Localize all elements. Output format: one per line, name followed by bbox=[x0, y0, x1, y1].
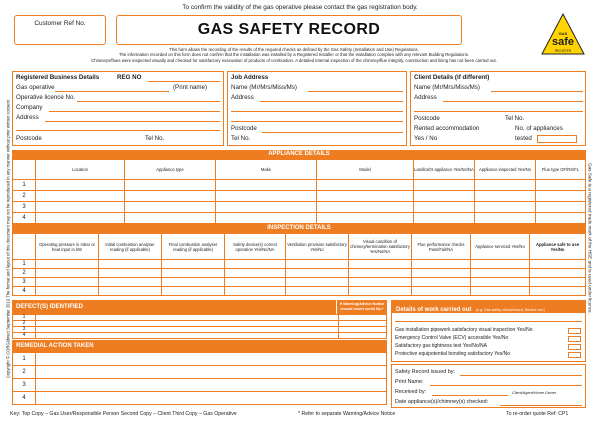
appliance-header-flue: Flue type OF/RS/FL bbox=[541, 167, 580, 172]
row-number: 4 bbox=[13, 287, 36, 296]
work-input-1[interactable] bbox=[395, 321, 582, 322]
inspection-header-flue: Flue performance checks Pass/Fail/NA bbox=[417, 241, 465, 252]
inspection-header-pressure: Operating pressure in mbar or heat input in kW bbox=[39, 241, 95, 252]
appliance-details-bar: APPLIANCE DETAILS bbox=[12, 150, 586, 159]
work-subtitle: (e.g. Gas safety check/record, Service etc.) bbox=[475, 308, 545, 312]
check-ecv-label: Emergency Control Valve (ECV) accessible Yes/No bbox=[395, 335, 509, 341]
remedial-title: REMEDIAL ACTION TAKEN bbox=[16, 343, 94, 349]
check-bonding-box[interactable] bbox=[568, 352, 581, 358]
gas-operative-label: Gas operative bbox=[16, 84, 55, 91]
work-carried-out-box bbox=[391, 300, 586, 362]
received-by-input[interactable] bbox=[432, 395, 508, 396]
table-row[interactable] bbox=[13, 202, 586, 213]
row-number: 1 bbox=[13, 353, 36, 366]
appliance-header-inspected: Appliance inspected Yes/No bbox=[479, 167, 531, 172]
row-number: 2 bbox=[13, 191, 36, 202]
row-number: 4 bbox=[13, 333, 36, 339]
work-title: Details of work carried out bbox=[396, 307, 472, 313]
warning-notice-ref: * Refer to separate Warning/Advice Notice bbox=[298, 411, 396, 417]
client-address-input[interactable] bbox=[443, 101, 583, 102]
inspection-header-final: Final combustion analyser reading (if applicable) bbox=[168, 241, 218, 252]
row-number: 3 bbox=[13, 327, 36, 333]
row-number: 4 bbox=[13, 392, 36, 405]
job-address-input[interactable] bbox=[260, 101, 403, 102]
logo-top-text: GAS bbox=[558, 31, 568, 36]
reg-no-input[interactable] bbox=[148, 81, 220, 82]
row-number: 4 bbox=[13, 213, 36, 224]
intro-line: The information recorded on this form does not confirm that the installation was installed by a Registered Installer or that the installation complies with any relevant Building Regulations. bbox=[118, 52, 470, 58]
date-checked-input[interactable] bbox=[500, 405, 582, 406]
job-tel-label: Tel No. bbox=[231, 135, 251, 142]
validity-notice: To confirm the validity of the gas operative please contact the gas registration body. bbox=[182, 4, 418, 11]
appliance-header-model: Model bbox=[359, 167, 371, 172]
table-row[interactable] bbox=[13, 333, 387, 339]
logo-main-text: safe bbox=[551, 36, 575, 48]
received-by-label: Received by: bbox=[395, 389, 427, 395]
row-number: 2 bbox=[13, 366, 36, 379]
postcode-label: Postcode bbox=[16, 135, 42, 142]
issued-by-label: Safety Record issued by: bbox=[395, 369, 455, 375]
row-number: 2 bbox=[13, 321, 36, 327]
address-input[interactable] bbox=[45, 121, 220, 122]
tel-label: Tel No. bbox=[145, 135, 165, 142]
row-number: 3 bbox=[13, 278, 36, 287]
copy-key: Key: Top Copy – Gas User/Responsible Person Second Copy – Client Third Copy – Gas Operative bbox=[10, 411, 237, 417]
intro-text bbox=[14, 47, 574, 63]
page-title: GAS SAFETY RECORD bbox=[197, 21, 381, 38]
row-number: 1 bbox=[13, 315, 36, 321]
intro-line: Chimneys/flues were inspected visually and checked for satisfactory evacuation of products of combustion. A detailed internal inspection of the chimney/flue integrity, construction and lining has not been carried out. bbox=[91, 57, 497, 63]
job-postcode-input[interactable] bbox=[262, 132, 403, 133]
issued-by-input[interactable] bbox=[460, 375, 582, 376]
logo-bottom-text: REGISTER bbox=[554, 49, 572, 53]
tested-label: tested bbox=[515, 135, 532, 142]
licence-label: Operative licence No. bbox=[16, 94, 76, 101]
inspection-details-table bbox=[12, 233, 586, 296]
row-number: 1 bbox=[13, 180, 36, 191]
address-label: Address bbox=[16, 114, 39, 121]
check-bonding-label: Protective equipotential bonding satisfactory Yes/No bbox=[395, 351, 511, 357]
client-name-input[interactable] bbox=[491, 91, 583, 92]
appliances-label: No. of appliances bbox=[515, 125, 563, 132]
table-row[interactable] bbox=[13, 379, 387, 392]
appliance-header-type: Appliance type bbox=[156, 167, 184, 172]
client-tel-label: Tel No. bbox=[505, 115, 525, 122]
inspection-details-bar: INSPECTION DETAILS bbox=[12, 224, 586, 233]
job-address-input-2[interactable] bbox=[231, 111, 403, 112]
appliance-details-table bbox=[12, 159, 586, 224]
job-name-input[interactable] bbox=[308, 91, 403, 92]
print-name-label: Print Name: bbox=[395, 379, 424, 385]
table-row[interactable] bbox=[13, 392, 387, 405]
job-name-label: Name (Mr/Mrs/Miss/Ms) bbox=[231, 84, 297, 91]
appliance-header-landlords: Landlord's appliance Yes/No/NA bbox=[414, 167, 474, 172]
print-name-input[interactable] bbox=[430, 385, 582, 386]
warning-notice-header: If Warning/Advice Notice issued insert serial No.* bbox=[337, 300, 387, 314]
client-name-label: Name (Mr/Mrs/Miss/Ms) bbox=[414, 84, 480, 91]
appliance-header-location: Location bbox=[72, 167, 88, 172]
defects-table bbox=[12, 314, 387, 339]
job-address-input-3[interactable] bbox=[231, 121, 403, 122]
table-row[interactable] bbox=[13, 353, 387, 366]
table-row[interactable] bbox=[13, 191, 586, 202]
client-title: Client Details (if different) bbox=[414, 74, 490, 81]
licence-input[interactable] bbox=[77, 101, 220, 102]
job-title: Job Address bbox=[231, 74, 269, 81]
check-pipework-box[interactable] bbox=[568, 328, 581, 334]
copyright-side-text: Copyright © CORGIdirect September 2010 The format and layout of this document may not be reproduced in any manner without prior written consent. bbox=[5, 98, 11, 379]
table-row[interactable] bbox=[13, 278, 586, 287]
customer-ref-label: Customer Ref No. bbox=[34, 20, 86, 27]
table-row[interactable] bbox=[13, 180, 586, 191]
appliance-header-make: Make bbox=[260, 167, 272, 172]
row-number: 3 bbox=[13, 379, 36, 392]
table-row[interactable] bbox=[13, 269, 586, 278]
company-label: Company bbox=[16, 104, 43, 111]
appliances-tested-box[interactable] bbox=[537, 135, 577, 143]
business-details-box bbox=[12, 71, 224, 146]
row-number: 1 bbox=[13, 260, 36, 269]
check-pipework-label: Gas installation pipework satisfactory visual inspection Yes/No bbox=[395, 327, 533, 333]
client-address-label: Address bbox=[414, 94, 437, 101]
inspection-header-safe: Appliance safe to use Yes/No bbox=[535, 241, 580, 252]
address-input-2[interactable] bbox=[16, 130, 220, 131]
row-number: 2 bbox=[13, 269, 36, 278]
inspection-header-safety: Safety device(s) correct operation Yes/No/NA bbox=[233, 241, 277, 252]
company-input[interactable] bbox=[49, 111, 220, 112]
client-postcode-label: Postcode bbox=[414, 115, 440, 122]
business-title: Registered Business Details bbox=[16, 74, 100, 81]
client-address-input-2[interactable] bbox=[414, 111, 583, 112]
job-address-box bbox=[227, 71, 407, 146]
client-details-box bbox=[410, 71, 586, 146]
check-ecv-box[interactable] bbox=[568, 336, 581, 342]
trademark-side-text: Gas Safe is a registered trade mark of the HSE and is used under licence. bbox=[587, 163, 593, 314]
job-postcode-label: Postcode bbox=[231, 125, 257, 132]
title-box bbox=[116, 15, 462, 45]
remedial-table bbox=[12, 352, 387, 405]
defects-bar bbox=[12, 300, 336, 314]
signoff-box bbox=[391, 364, 586, 408]
table-row[interactable] bbox=[13, 287, 586, 296]
intro-line: This form allows the recording of the results of the required checks as defined by the Gas Safety (Installation and Use) Regulations. bbox=[169, 47, 419, 52]
rented-yes-no[interactable]: Yes / No bbox=[414, 135, 438, 142]
table-row[interactable] bbox=[13, 366, 387, 379]
defects-title: DEFECT(S) IDENTIFIED bbox=[16, 304, 83, 310]
check-tightness-box[interactable] bbox=[568, 344, 581, 350]
reorder-ref: To re-order quote Ref: CP1 bbox=[506, 411, 569, 417]
print-name-label: (Print name) bbox=[173, 84, 208, 91]
reg-no-label: REG NO bbox=[117, 74, 142, 81]
date-checked-label: Date appliance(s)/chimney(s) checked: bbox=[395, 399, 489, 405]
inspection-header-serviced: Appliance serviced Yes/No bbox=[475, 244, 525, 249]
row-number: 3 bbox=[13, 202, 36, 213]
rented-label: Rented accommodation bbox=[414, 125, 480, 132]
remedial-bar bbox=[12, 340, 387, 352]
inspection-header-chimney: Visual condition of chimney/termination satisfactory Yes/No/NA bbox=[350, 239, 410, 254]
table-row[interactable] bbox=[13, 260, 586, 269]
received-by-note: Client/Agent/Home Owner bbox=[512, 391, 557, 395]
gas-operative-input[interactable] bbox=[55, 91, 169, 92]
inspection-header-initial: Initial combustion analyser reading (if applicable) bbox=[105, 241, 155, 252]
job-address-label: Address bbox=[231, 94, 254, 101]
check-tightness-label: Satisfactory gas tightness test Yes/No/NA bbox=[395, 343, 487, 349]
customer-ref-box[interactable] bbox=[14, 15, 106, 45]
inspection-header-ventilation: Ventilation provision satisfactory Yes/No bbox=[287, 241, 347, 252]
table-row[interactable] bbox=[13, 213, 586, 224]
